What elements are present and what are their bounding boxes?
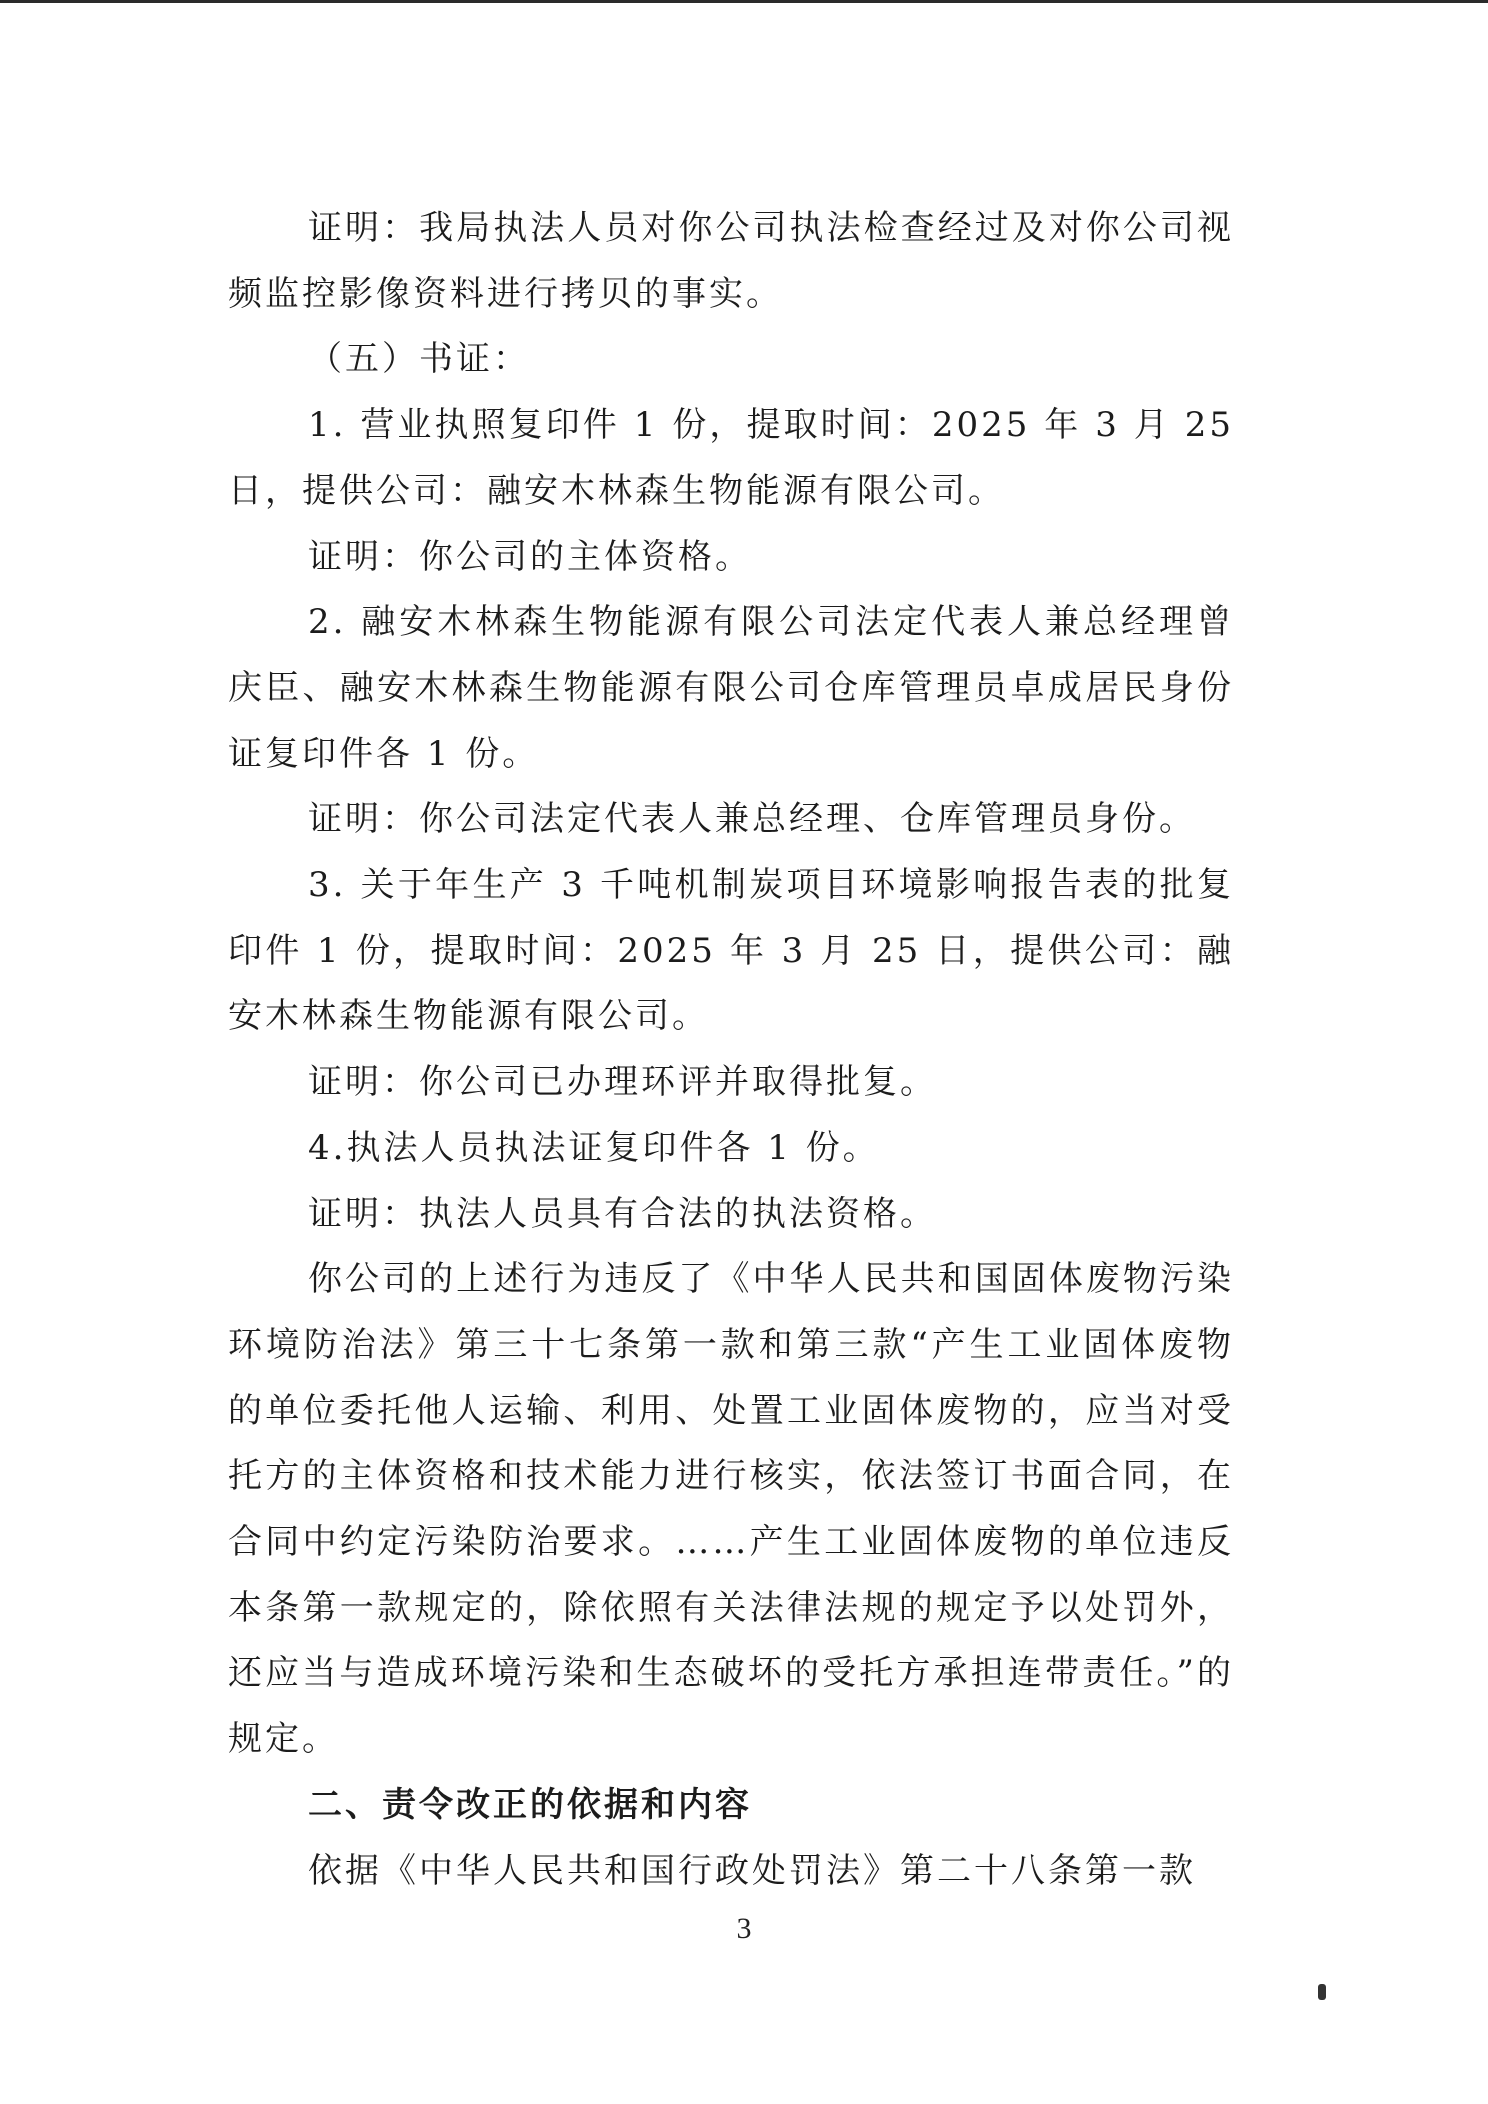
paragraph-legal-basis: 依据《中华人民共和国行政处罚法》第二十八条第一款 bbox=[308, 1850, 1196, 1891]
page-number: 3 bbox=[736, 1912, 752, 1945]
paragraph-proof-qualification: 证明：执法人员具有合法的执法资格。 bbox=[308, 1193, 937, 1234]
paragraph-violation-statement: 你公司的上述行为违反了《中华人民共和国固体废物污染环境防治法》第三十七条第一款和第三款“产生工业固体废物的单位委托他人运输、利用、处置工业固体废物的，应当对受托方的主体资格和技术能力进行核实，依法签订书面合同，在合同中约定污染防治要求。……产生工业固体废物的单位违反本条第一款规定的，除依照有关法律法规的规定予以处罚外，还应当与造成环境污染和生态破坏的受托方承担连带责任。”的规定。 bbox=[228, 1259, 1234, 1760]
section-heading-rectification: 二、责令改正的依据和内容 bbox=[308, 1784, 752, 1825]
paragraph-proof-subject: 证明：你公司的主体资格。 bbox=[308, 536, 752, 577]
paragraph-business-license: 1. 营业执照复印件 1 份，提取时间：2025 年 3 月 25 日，提供公司：融安木林森生物能源有限公司。 bbox=[228, 405, 1234, 511]
scan-mark bbox=[1318, 1984, 1326, 2000]
paragraph-enforcement-certificates: 4.执法人员执法证复印件各 1 份。 bbox=[308, 1127, 880, 1168]
paragraph-documentary-evidence-heading: （五）书证： bbox=[308, 339, 530, 380]
paragraph-proof-eia: 证明：你公司已办理环评并取得批复。 bbox=[308, 1062, 937, 1103]
document-body bbox=[228, 196, 1234, 1904]
paragraph-id-cards: 2. 融安木林森生物能源有限公司法定代表人兼总经理曾庆臣、融安木林森生物能源有限公司仓库管理员卓成居民身份证复印件各 1 份。 bbox=[228, 602, 1234, 774]
paragraph-proof-identity: 证明：你公司法定代表人兼总经理、仓库管理员身份。 bbox=[308, 799, 1196, 840]
scan-top-edge bbox=[0, 0, 1488, 3]
paragraph-evidence-video: 证明：我局执法人员对你公司执法检查经过及对你公司视频监控影像资料进行拷贝的事实。 bbox=[228, 208, 1234, 314]
paragraph-eia-approval: 3. 关于年生产 3 千吨机制炭项目环境影响报告表的批复印件 1 份，提取时间：2025 年 3 月 25 日，提供公司：融安木林森生物能源有限公司。 bbox=[228, 865, 1234, 1037]
